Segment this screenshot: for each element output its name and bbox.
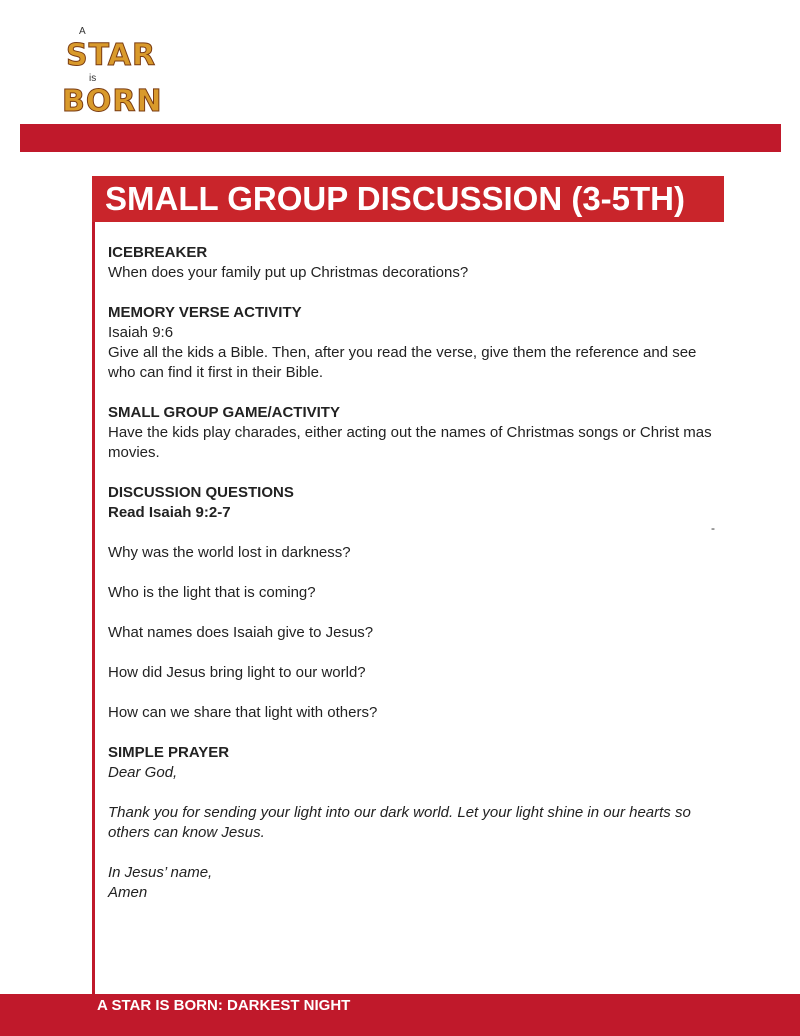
- side-rule: [92, 176, 95, 996]
- discussion-question: Who is the light that is coming?: [108, 584, 316, 601]
- discussion-question: How can we share that light with others?: [108, 704, 378, 721]
- page-title: SMALL GROUP DISCUSSION (3-5TH): [92, 176, 724, 222]
- memory-verse-heading: MEMORY VERSE ACTIVITY: [108, 304, 302, 321]
- discussion-question: Why was the world lost in darkness?: [108, 544, 351, 561]
- game-heading: SMALL GROUP GAME/ACTIVITY: [108, 404, 340, 421]
- logo: [60, 26, 170, 118]
- prayer-closing: In Jesus’ name,: [108, 864, 213, 881]
- content: [108, 243, 728, 903]
- footer: A STAR IS BORN: DARKEST NIGHT: [0, 994, 800, 1036]
- memory-verse-text: Give all the kids a Bible. Then, after you read the verse, give them the reference and see who can find it first in their Bible.: [108, 344, 697, 381]
- logo-born: BORN: [62, 84, 163, 119]
- memory-verse-reference: Isaiah 9:6: [108, 324, 174, 341]
- icebreaker-text: When does your family put up Christmas decorations?: [108, 264, 469, 281]
- header-band: [20, 124, 781, 152]
- icebreaker-heading: ICEBREAKER: [108, 244, 208, 261]
- discussion-question: How did Jesus bring light to our world?: [108, 664, 366, 681]
- game-text: Have the kids play charades, either acting out the names of Christmas songs or Christ mas movies.: [108, 424, 712, 461]
- prayer-amen: Amen: [108, 884, 148, 901]
- prayer-greeting: Dear God,: [108, 764, 178, 781]
- discussion-question: What names does Isaiah give to Jesus?: [108, 624, 374, 641]
- logo-a: A: [79, 26, 86, 37]
- prayer-heading: SIMPLE PRAYER: [108, 744, 230, 761]
- prayer-body: Thank you for sending your light into our dark world. Let your light shine in our hearts so others can know Jesus.: [108, 804, 691, 841]
- discussion-subheading: Read Isaiah 9:2-7: [108, 504, 231, 521]
- logo-star: STAR: [66, 38, 157, 73]
- logo-is: is: [89, 73, 97, 84]
- discussion-heading: DISCUSSION QUESTIONS: [108, 484, 294, 501]
- stray-dash: -: [711, 521, 715, 535]
